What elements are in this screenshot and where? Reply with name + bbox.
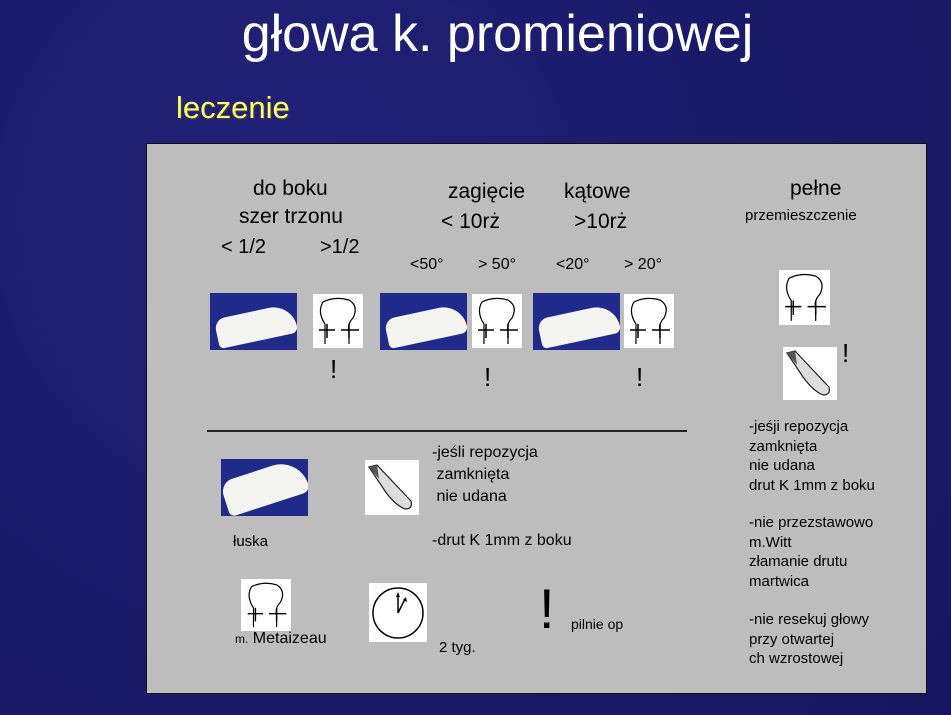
- radial-head-sketch-image: [779, 270, 830, 325]
- warning-mark: !: [484, 362, 492, 392]
- col2-option-a: <50°: [410, 256, 444, 273]
- note-line: nie udana: [749, 457, 815, 474]
- note-line: nie udana: [432, 488, 507, 505]
- method-label: [235, 629, 327, 649]
- radial-head-sketch-image: [241, 579, 291, 631]
- note-line: -nie przezstawowo: [749, 514, 874, 531]
- note-line: zamknięta: [749, 437, 818, 455]
- col3-line1: kątowe: [564, 180, 631, 203]
- col4-line2: przemieszczenie: [745, 207, 857, 224]
- warning-mark: !: [842, 338, 850, 368]
- col1-option-b: >1/2: [320, 236, 360, 258]
- arm-cast-image: [210, 293, 297, 350]
- content-panel: [146, 143, 927, 694]
- cast-label: łuska: [233, 533, 269, 550]
- right-notes-block3: [749, 610, 869, 669]
- radial-head-sketch-image: [313, 294, 363, 348]
- urgent-mark: !: [539, 577, 555, 640]
- slide-title: głowa k. promieniowej: [241, 5, 754, 63]
- col2-line1: zagięcie: [448, 180, 526, 203]
- section-divider: [207, 430, 687, 432]
- col1-line2: szer trzonu: [239, 205, 343, 228]
- note-line: martwica: [749, 572, 810, 590]
- scalpel-image: [783, 347, 837, 400]
- clock-icon: [369, 583, 427, 642]
- note-line: przy otwartej: [749, 630, 835, 648]
- note-line: -nie resekuj głowy: [749, 611, 870, 628]
- scalpel-image: [365, 460, 419, 515]
- note-repositioning: [432, 442, 538, 508]
- arm-cast-image: [380, 293, 467, 350]
- note-line: -jeśji repozycja: [749, 418, 849, 435]
- note-line: zamknięta: [432, 466, 510, 483]
- note-line: drut K 1mm z boku: [749, 476, 875, 494]
- duration-label: 2 tyg.: [439, 639, 476, 656]
- col3-option-b: > 20°: [624, 256, 662, 273]
- warning-mark: !: [330, 354, 338, 384]
- note-k-wire: -drut K 1mm z boku: [432, 532, 572, 549]
- method-prefix: m.: [235, 632, 249, 646]
- note-line: ch wzrostowej: [749, 650, 844, 667]
- col1-option-a: < 1/2: [221, 236, 267, 258]
- urgent-label: pilnie op: [571, 616, 624, 632]
- col2-option-b: > 50°: [478, 256, 516, 273]
- arm-cast-image: [221, 459, 308, 516]
- note-line: m.Witt: [749, 533, 792, 551]
- note-line: -jeśli repozycja: [432, 444, 538, 461]
- right-notes-block2: [749, 513, 873, 591]
- col1-line1: do boku: [253, 177, 328, 200]
- radial-head-sketch-image: [624, 294, 674, 348]
- col4-line1: pełne: [790, 177, 842, 200]
- col2-line2: < 10rż: [441, 210, 500, 233]
- col3-option-a: <20°: [556, 256, 590, 273]
- arm-cast-image: [533, 293, 620, 350]
- right-notes-block1: [749, 417, 875, 495]
- note-line: złamanie drutu: [749, 553, 848, 570]
- radial-head-sketch-image: [472, 294, 522, 348]
- warning-mark: !: [636, 362, 644, 392]
- method-name: Metaizeau: [252, 630, 327, 647]
- col3-line2: >10rż: [574, 210, 628, 233]
- slide-subtitle: leczenie: [176, 90, 290, 125]
